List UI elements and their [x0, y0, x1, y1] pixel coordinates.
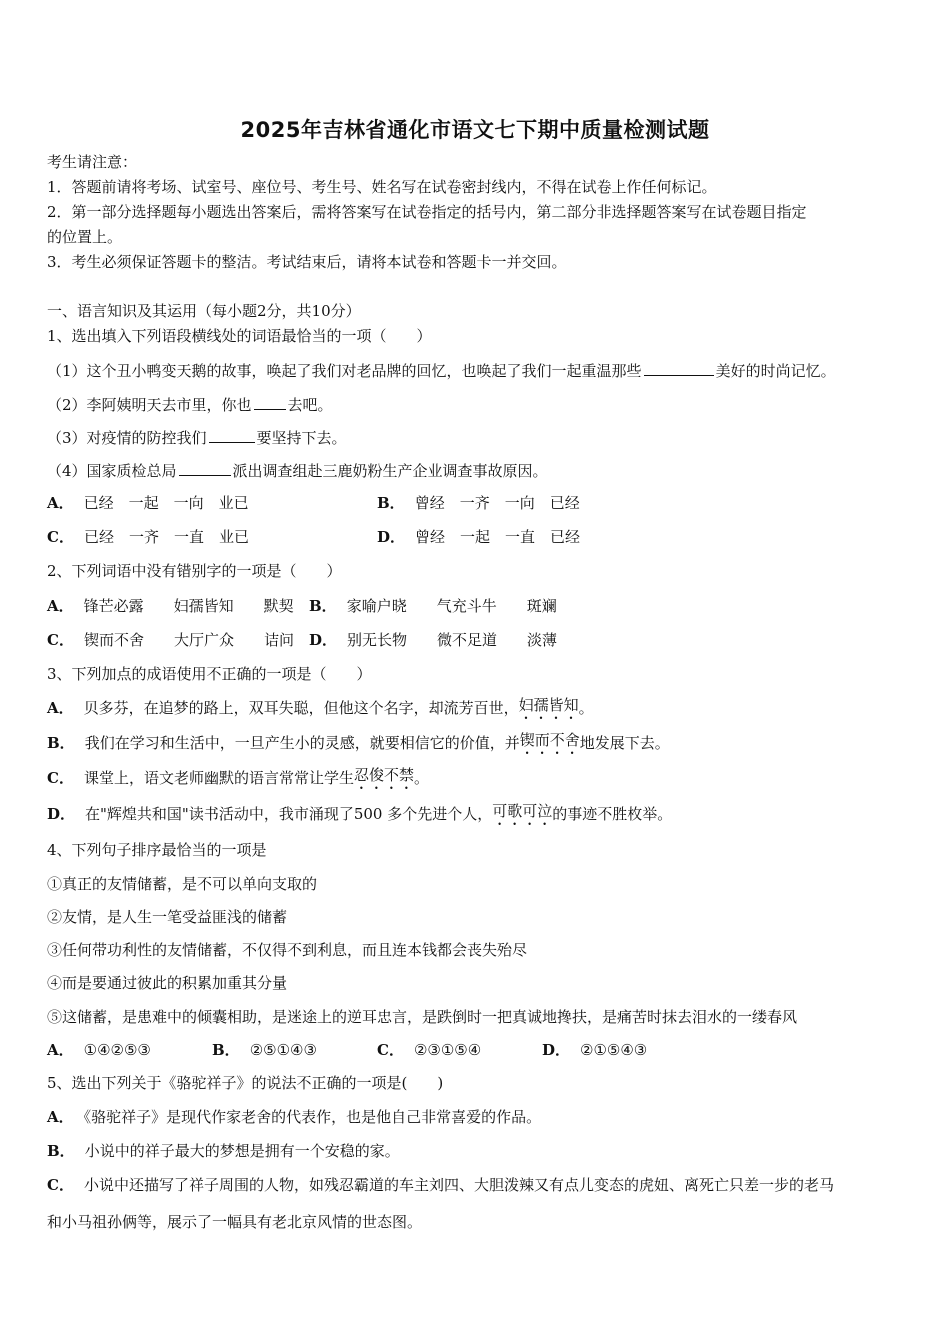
- notice-item: 的位置上。: [47, 228, 123, 246]
- option-b[interactable]: B． 我们在学习和生活中，一旦产生小的灵感，就要相信它的价值，并锲而不舍地发展下去。: [47, 731, 670, 752]
- notice-heading: 考生请注意：: [47, 153, 138, 171]
- option-a[interactable]: A． ①④②⑤③: [47, 1041, 151, 1059]
- list-item: ③任何带功利性的友情储蓄，不仅得不到利息，而且连本钱都会丧失殆尽: [47, 941, 528, 959]
- option-c[interactable]: C． ②③①⑤④: [377, 1041, 482, 1059]
- list-item: ②友情，是人生一笔受益匪浅的储蓄: [47, 908, 288, 926]
- section-heading: 一、语言知识及其运用（每小题2分，共10分）: [47, 302, 361, 320]
- list-item: ④而是要通过彼此的积累加重其分量: [47, 974, 288, 992]
- option-a[interactable]: A． 《骆驼祥子》是现代作家老舍的代表作，也是他自己非常喜爱的作品。: [47, 1108, 542, 1126]
- option-c[interactable]: C． 小说中还描写了祥子周围的人物，如残忍霸道的车主刘四、大胆泼辣又有点儿变态的虎妞、离死亡只差一步的老马: [47, 1176, 834, 1194]
- q1-sentence-text: 派出调查组赴三鹿奶粉生产企业调查事故原因。: [232, 462, 548, 480]
- option-d[interactable]: D． 别无长物 微不足道 淡薄: [309, 631, 558, 649]
- notice-item: 2．第一部分选择题每小题选出答案后，需将答案写在试卷指定的括号内，第二部分非选择题答案写在试卷题目指定: [47, 203, 807, 221]
- question-stem: 2、下列词语中没有错别字的一项是（ ）: [47, 562, 342, 580]
- option-d[interactable]: D． 在"辉煌共和国"读书活动中，我市涌现了500 多个先进个人，可歌可泣的事迹不胜枚举。: [47, 802, 673, 823]
- option-d[interactable]: D． 曾经 一起 一直 已经: [377, 528, 581, 546]
- q1-sentence-4: [47, 460, 548, 481]
- option-c-continued: 和小马祖孙俩等，展示了一幅具有老北京风情的世态图。: [47, 1213, 423, 1231]
- option-c[interactable]: C． 已经 一齐 一直 业已: [47, 528, 249, 546]
- option-b[interactable]: B． 家喻户晓 气充斗牛 斑斓: [309, 597, 557, 615]
- notice-item: 1．答题前请将考场、试室号、座位号、考生号、姓名写在试卷密封线内，不得在试卷上作任何标记。: [47, 178, 717, 196]
- dotted-idiom: 可歌可泣: [492, 802, 553, 820]
- notice-item: 3．考生必须保证答题卡的整洁。考试结束后，请将本试卷和答题卡一并交回。: [47, 253, 567, 271]
- option-b[interactable]: B． 小说中的祥子最大的梦想是拥有一个安稳的家。: [47, 1142, 400, 1160]
- page-title: 2025年吉林省通化市语文七下期中质量检测试题: [240, 118, 710, 142]
- q1-sentence-text: 去吧。: [287, 396, 333, 414]
- q1-sentence-text: （3）对疫情的防控我们: [47, 429, 207, 447]
- dotted-idiom: 妇孺皆知: [518, 696, 579, 714]
- fill-blank: [209, 427, 255, 443]
- q1-sentence-text: （4）国家质检总局: [47, 462, 177, 480]
- q1-sentence-text: （1）这个丑小鸭变天鹅的故事，唤起了我们对老品牌的回忆，也唤起了我们一起重温那些: [47, 362, 642, 380]
- dotted-idiom: 锲而不舍: [519, 731, 580, 749]
- question-stem: 5、选出下列关于《骆驼祥子》的说法不正确的一项是( ): [47, 1074, 444, 1092]
- option-c[interactable]: C． 锲而不舍 大厅广众 诘问: [47, 631, 294, 649]
- q1-sentence-text: 要坚持下去。: [256, 429, 347, 447]
- q1-sentence-2: [47, 394, 333, 415]
- option-d[interactable]: D． ②①⑤④③: [542, 1041, 648, 1059]
- q1-sentence-3: [47, 427, 347, 448]
- fill-blank: [179, 460, 231, 476]
- q1-sentence-1: [47, 360, 836, 381]
- option-b[interactable]: B． 曾经 一齐 一向 已经: [377, 494, 580, 512]
- fill-blank: [254, 394, 286, 410]
- dotted-idiom: 忍俊不禁: [353, 766, 414, 784]
- list-item: ⑤这储蓄，是患难中的倾囊相助，是迷途上的逆耳忠言，是跌倒时一把真诚地搀扶，是痛苦时抹去泪水的一缕春风: [47, 1008, 798, 1026]
- q1-sentence-text: （2）李阿姨明天去市里，你也: [47, 396, 252, 414]
- option-a[interactable]: A． 锋芒必露 妇孺皆知 默契: [47, 597, 294, 615]
- question-stem: 3、下列加点的成语使用不正确的一项是（ ）: [47, 665, 372, 683]
- q1-sentence-text: 美好的时尚记忆。: [715, 362, 836, 380]
- question-stem: 4、下列句子排序最恰当的一项是: [47, 841, 267, 859]
- list-item: ①真正的友情储蓄，是不可以单向支取的: [47, 875, 318, 893]
- option-a[interactable]: A． 已经 一起 一向 业已: [47, 494, 249, 512]
- option-a[interactable]: A． 贝多芬，在追梦的路上，双耳失聪，但他这个名字，却流芳百世，妇孺皆知。: [47, 696, 594, 717]
- question-stem: 1、选出填入下列语段横线处的词语最恰当的一项（ ）: [47, 327, 432, 345]
- fill-blank: [644, 360, 714, 376]
- option-c[interactable]: C． 课堂上，语文老师幽默的语言常常让学生忍俊不禁。: [47, 766, 429, 787]
- option-b[interactable]: B． ②⑤①④③: [212, 1041, 317, 1059]
